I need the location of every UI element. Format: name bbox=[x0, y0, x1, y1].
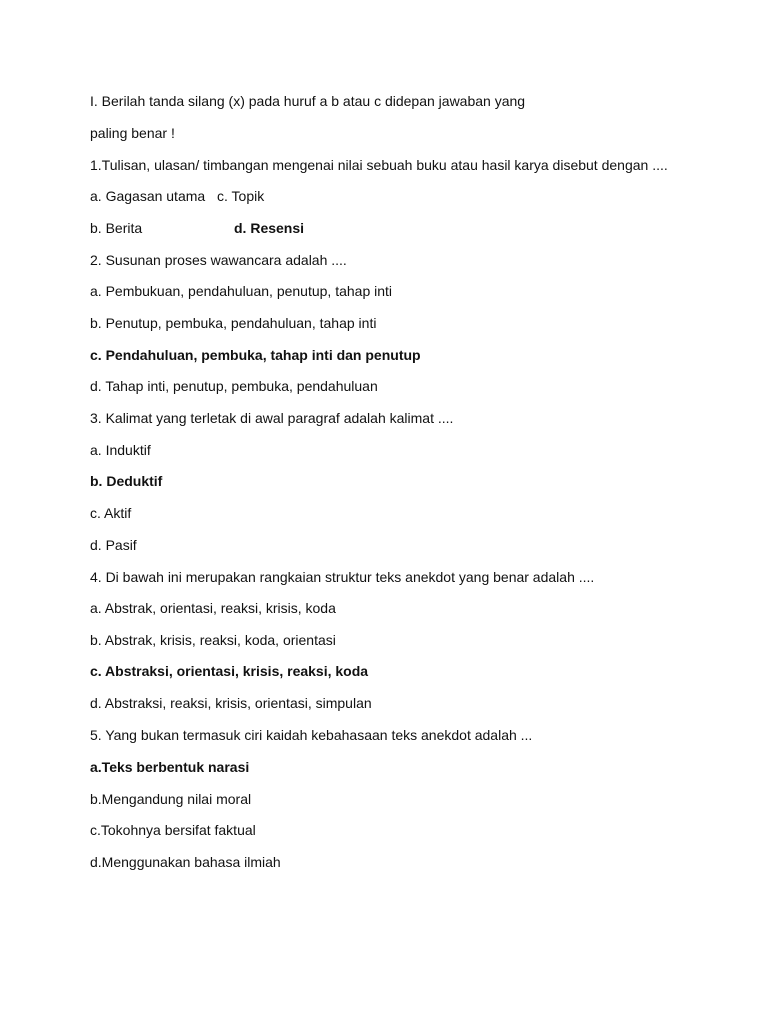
option-5a-correct: a.Teks berbentuk narasi bbox=[90, 759, 250, 775]
option-4d: d. Abstraksi, reaksi, krisis, orientasi, simpulan bbox=[90, 695, 372, 711]
option-row bbox=[90, 219, 305, 237]
option-1b: b. Berita bbox=[90, 220, 143, 236]
option-5d: d.Menggunakan bahasa ilmiah bbox=[90, 854, 281, 870]
option-5c: c.Tokohnya bersifat faktual bbox=[90, 822, 256, 838]
option-2a: a. Pembukuan, pendahuluan, penutup, tahap inti bbox=[90, 283, 393, 299]
option-1c: c. Topik bbox=[217, 188, 265, 204]
option-4b: b. Abstrak, krisis, reaksi, koda, orientasi bbox=[90, 632, 336, 648]
option-row bbox=[90, 187, 265, 205]
option-2d: d. Tahap inti, penutup, pembuka, pendahuluan bbox=[90, 378, 378, 394]
question-3: 3. Kalimat yang terletak di awal paragraf adalah kalimat .... bbox=[90, 410, 454, 426]
option-3c: c. Aktif bbox=[90, 505, 132, 521]
option-5b: b.Mengandung nilai moral bbox=[90, 791, 252, 807]
question-5: 5. Yang bukan termasuk ciri kaidah kebahasaan teks anekdot adalah ... bbox=[90, 727, 533, 743]
option-4a: a. Abstrak, orientasi, reaksi, krisis, koda bbox=[90, 600, 336, 616]
option-3d: d. Pasif bbox=[90, 537, 137, 553]
option-3b-correct: b. Deduktif bbox=[90, 473, 163, 489]
instruction-line-2: paling benar ! bbox=[90, 125, 175, 141]
question-2: 2. Susunan proses wawancara adalah .... bbox=[90, 252, 347, 268]
question-4: 4. Di bawah ini merupakan rangkaian struktur teks anekdot yang benar adalah .... bbox=[90, 569, 595, 585]
option-1a: a. Gagasan utama bbox=[90, 188, 206, 204]
option-2b: b. Penutup, pembuka, pendahuluan, tahap inti bbox=[90, 315, 377, 331]
option-4c-correct: c. Abstraksi, orientasi, krisis, reaksi, koda bbox=[90, 663, 369, 679]
question-1: 1.Tulisan, ulasan/ timbangan mengenai nilai sebuah buku atau hasil karya disebut dengan .... bbox=[90, 157, 668, 173]
option-3a: a. Induktif bbox=[90, 442, 151, 458]
option-1d-correct: d. Resensi bbox=[234, 220, 305, 236]
instruction-line-1: I. Berilah tanda silang (x) pada huruf a b atau c didepan jawaban yang bbox=[90, 93, 526, 109]
option-2c-correct: c. Pendahuluan, pembuka, tahap inti dan penutup bbox=[90, 347, 421, 363]
